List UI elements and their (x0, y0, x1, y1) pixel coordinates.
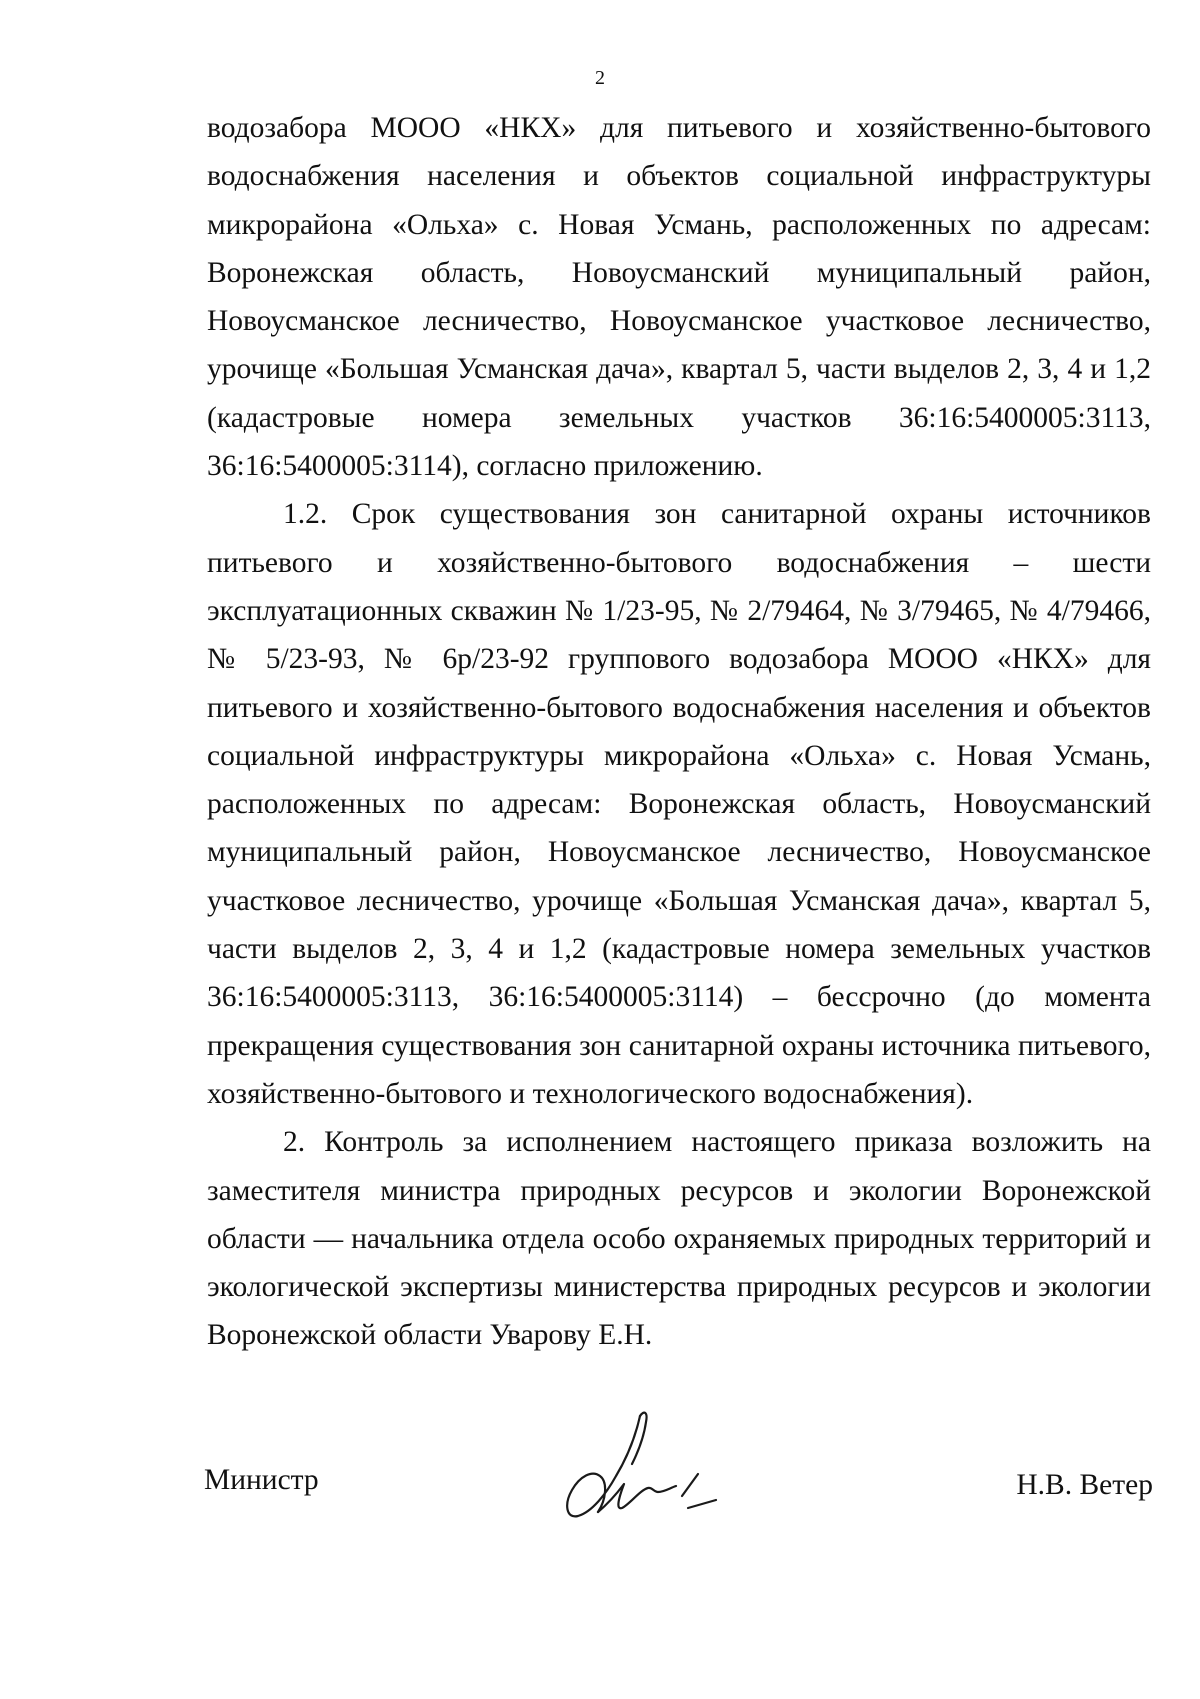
page-number: 2 (595, 67, 605, 89)
signatory-position: Министр (204, 1464, 319, 1496)
document-body (207, 104, 1151, 1360)
paragraph-1-2-term: 1.2. Срок существования зон санитарной охраны источников питьевого и хозяйственно-бытового водоснабжения – шести эксплуатационных скважин № 1/23-95, № 2/79464, № 3/79465, № 4/79466, № 5/23-93, № 6р/23-92 группового водозабора МООО «НКХ» для питьевого и хозяйственно-бытового водоснабжения населения и объектов социальной инфраструктуры микрорайона «Ольха» с. Новая Усмань, расположенных по адресам: Воронежская область, Новоусманский муниципальный район, Новоусманское лесничество, Новоусманское участковое лесничество, урочище «Большая Усманская дача», квартал 5, части выделов 2, 3, 4 и 1,2 (кадастровые номера земельных участков 36:16:5400005:3113, 36:16:5400005:3114) – бессрочно (до момента прекращения существования зон санитарной охраны источника питьевого, хозяйственно-бытового и технологического водоснабжения). (207, 498, 1151, 1110)
signatory-name: Н.В. Ветер (1016, 1469, 1153, 1501)
handwritten-signature-icon (548, 1404, 723, 1544)
paragraph-continuation: водозабора МООО «НКХ» для питьевого и хозяйственно-бытового водоснабжения населения и объектов социальной инфраструктуры микрорайона «Ольха» с. Новая Усмань, расположенных по адресам: Воронежская область, Новоусманский муниципальный район, Новоусманское лесничество, Новоусманское участковое лесничество, урочище «Большая Усманская дача», квартал 5, части выделов 2, 3, 4 и 1,2 (кадастровые номера земельных участков 36:16:5400005:3113, 36:16:5400005:3114), согласно приложению. (207, 112, 1151, 483)
paragraph-2-control: 2. Контроль за исполнением настоящего приказа возложить на заместителя министра природных ресурсов и экологии Воронежской области — начальника отдела особо охраняемых природных территорий и экологической экспертизы министерства природных ресурсов и экологии Воронежской области Уварову Е.Н. (207, 1126, 1151, 1352)
